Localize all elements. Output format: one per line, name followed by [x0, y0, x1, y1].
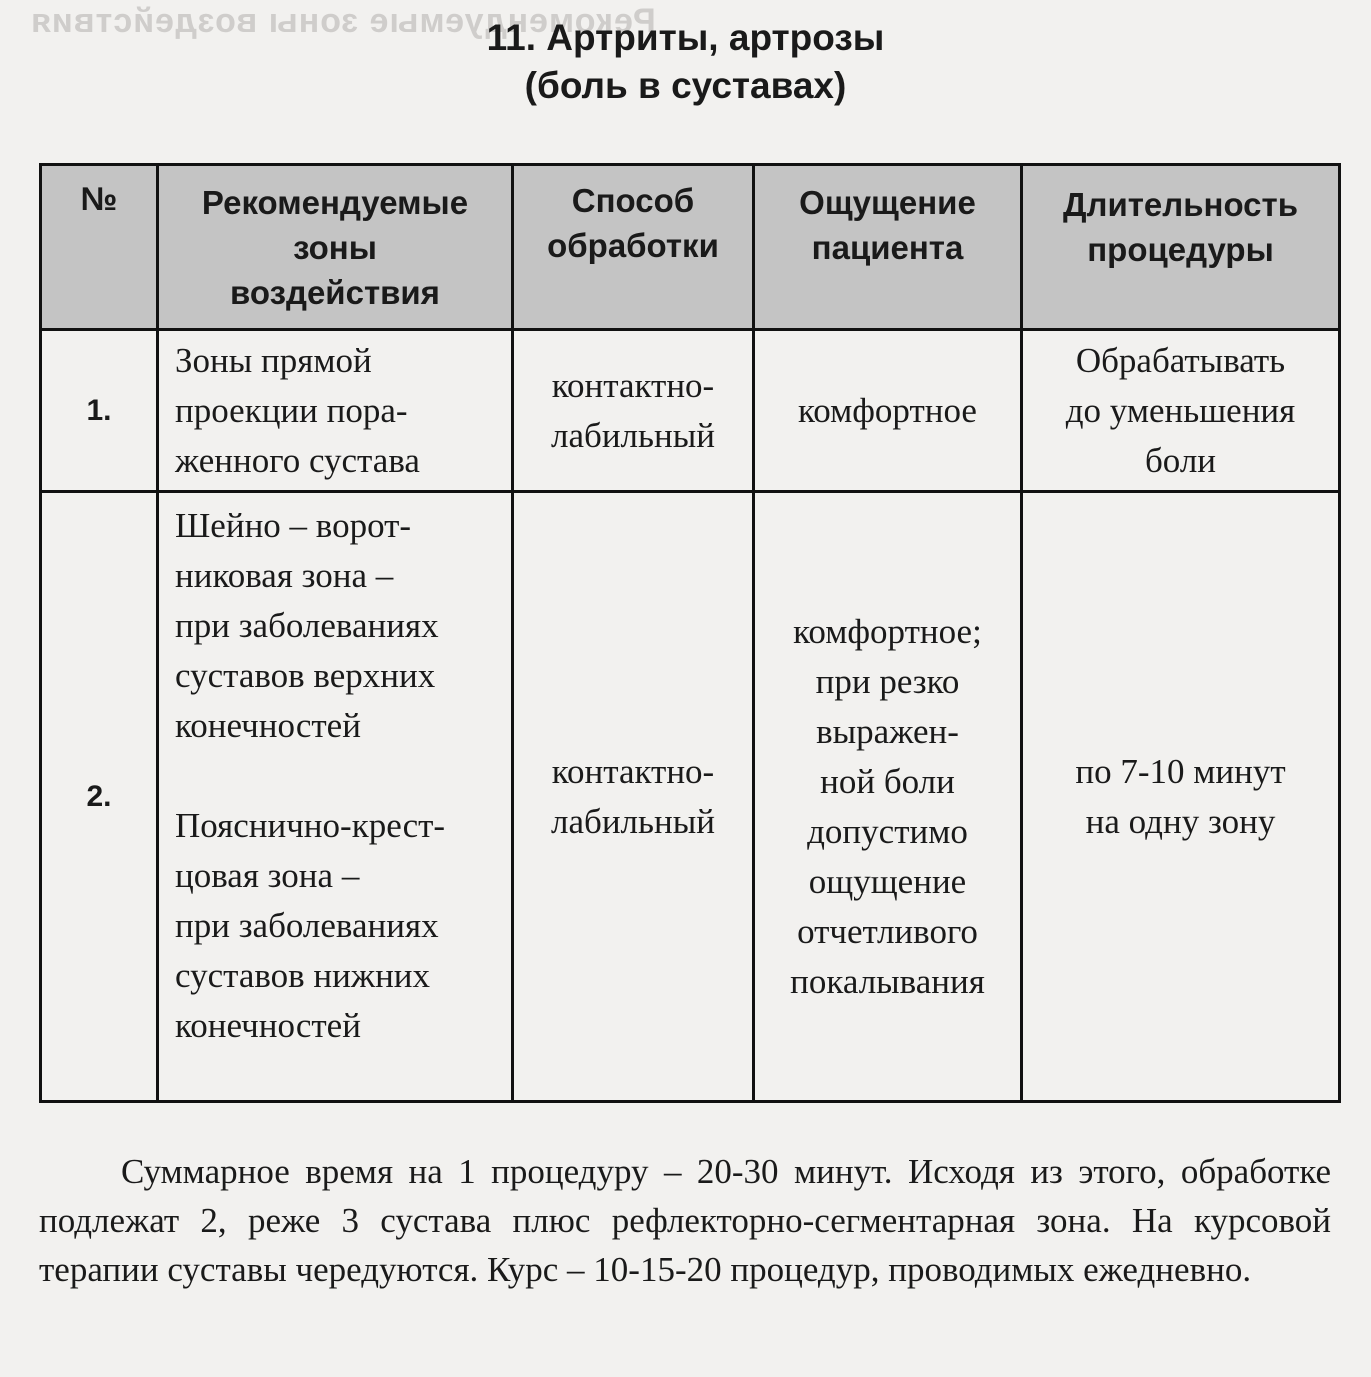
row-2-zones: Шейно – ворот- никовая зона – при заболеваниях суставов верхних конечностей Пояснично-крест- цовая зона – при заболеваниях суставов нижних конечностей: [158, 492, 513, 1102]
row-1-zones: Зоны прямой проекции пора- женного сустава: [158, 330, 513, 492]
header-zones: Рекомендуемые зоны воздействия: [158, 165, 513, 330]
title-line-2: (боль в суставах): [524, 65, 847, 106]
table-row: [41, 492, 1340, 1102]
row-2-num: 2.: [41, 492, 158, 1102]
title-line-1: 11. Артриты, артрозы: [486, 17, 885, 58]
row-1-num: 1.: [41, 330, 158, 492]
procedure-table: [39, 163, 1341, 1103]
row-2-method: контактно- лабильный: [513, 492, 754, 1102]
row-1-duration: Обрабатывать до уменьшения боли: [1022, 330, 1340, 492]
header-duration: Длительность процедуры: [1022, 165, 1340, 330]
row-1-sensation: комфортное: [754, 330, 1022, 492]
row-2-sensation: комфортное; при резко выражен- ной боли допустимо ощущение отчетливого покалывания: [754, 492, 1022, 1102]
summary-paragraph: Суммарное время на 1 процедуру – 20-30 минут. Исходя из этого, обработке подлежат 2, реже 3 сустава плюс рефлекторно-сегментарная зона. На курсовой терапии суставы чередуются. Курс – 10-15-20 процедур, проводимых ежедневно.: [39, 1152, 1331, 1289]
row-2-duration: по 7-10 минут на одну зону: [1022, 492, 1340, 1102]
table-header-row: [41, 165, 1340, 330]
row-1-method: контактно- лабильный: [513, 330, 754, 492]
header-sensation: Ощущение пациента: [754, 165, 1022, 330]
page-title: [0, 14, 1371, 110]
header-num: №: [41, 165, 158, 330]
bleed-through-text: Рекомендуемые зоны воздействия: [30, 2, 656, 40]
header-method: Способ обработки: [513, 165, 754, 330]
table-row: [41, 330, 1340, 492]
